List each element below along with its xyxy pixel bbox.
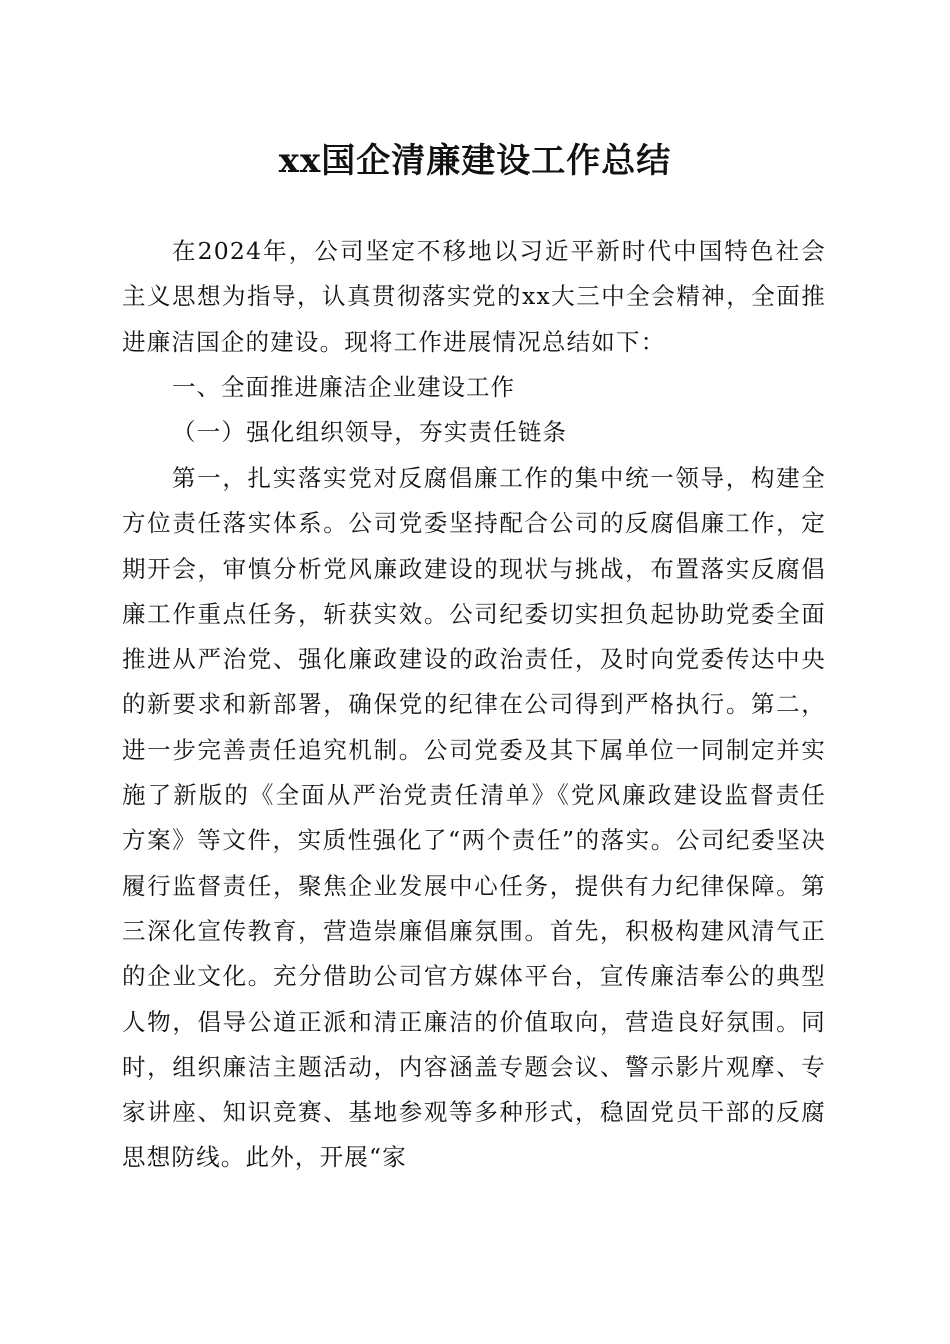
section-heading: 一、全面推进廉洁企业建设工作: [172, 373, 515, 401]
subsection-heading: （一）强化组织领导，夯实责任链条: [172, 418, 568, 446]
intro-paragraph: 在2024年，公司坚定不移地以习近平新时代中国特色社会主义思想为指导，认真贯彻落实党的xx大三中全会精神，全面推进廉洁国企的建设。现将工作进展情况总结如下：: [122, 237, 826, 356]
body-paragraph: 第一，扎实落实党对反腐倡廉工作的集中统一领导，构建全方位责任落实体系。公司党委坚持配合公司的反腐倡廉工作，定期开会，审慎分析党风廉政建设的现状与挑战，布置落实反腐倡廉工作重点任务，斩获实效。公司纪委切实担负起协助党委全面推进从严治党、强化廉政建设的政治责任，及时向党委传达中央的新要求和新部署，确保党的纪律在公司得到严格执行。第二，进一步完善责任追究机制。公司党委及其下属单位一同制定并实施了新版的《全面从严治党责任清单》《党风廉政建设监督责任方案》等文件，实质性强化了“两个责任”的落实。公司纪委坚决履行监督责任，聚焦企业发展中心任务，提供有力纪律保障。第三深化宣传教育，营造崇廉倡廉氛围。首先，积极构建风清气正的企业文化。充分借助公司官方媒体平台，宣传廉洁奉公的典型人物，倡导公道正派和清正廉洁的价值取向，营造良好氛围。同时，组织廉洁主题活动，内容涵盖专题会议、警示影片观摩、专家讲座、知识竞赛、基地参观等多种形式，稳固党员干部的反腐思想防线。此外，开展“家: [122, 464, 826, 1172]
document-title: xx国企清廉建设工作总结: [278, 141, 672, 181]
